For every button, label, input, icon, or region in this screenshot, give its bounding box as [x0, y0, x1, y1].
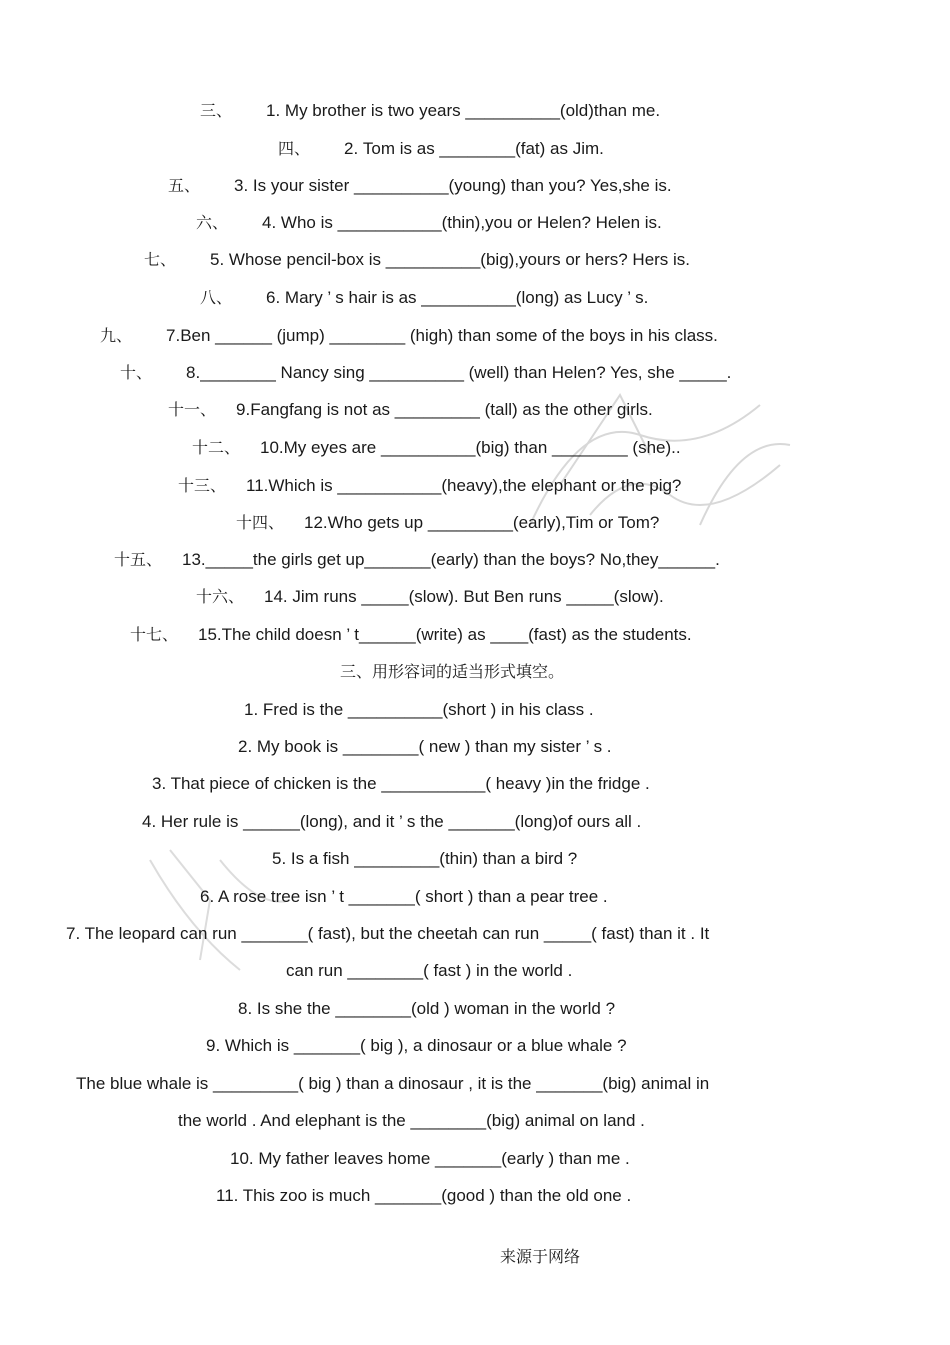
exercise-row: [168, 400, 653, 420]
row-text: 7.Ben ______ (jump) ________ (high) than some of the boys in his class.: [166, 326, 718, 345]
row-numeral: 十一、: [168, 400, 217, 419]
row-text: 3. Is your sister __________(young) than you? Yes,she is.: [234, 176, 672, 195]
exercise-row: [236, 513, 659, 533]
exercise-item: 7. The leopard can run _______( fast), but the cheetah can run _____( fast) than it . It: [66, 924, 710, 943]
row-text: 6. Mary ’ s hair is as __________(long) as Lucy ’ s.: [266, 288, 649, 307]
row-text: 14. Jim runs _____(slow). But Ben runs _____(slow).: [264, 587, 664, 606]
row-numeral: 五、: [168, 176, 201, 195]
exercise-item: 10. My father leaves home _______(early ) than me .: [230, 1149, 630, 1168]
exercise-row: [144, 250, 690, 270]
exercise-row: [114, 550, 720, 570]
row-numeral: 十四、: [236, 513, 285, 532]
exercise-item: 4. Her rule is ______(long), and it ’ s the _______(long)of ours all .: [142, 812, 642, 831]
row-numeral: 十七、: [130, 625, 179, 644]
row-text: 11.Which is ___________(heavy),the elephant or the pig?: [246, 476, 682, 495]
row-text: 13._____the girls get up_______(early) than the boys? No,they______.: [182, 550, 720, 569]
exercise-item: The blue whale is _________( big ) than a dinosaur , it is the _______(big) animal in: [76, 1074, 710, 1093]
row-numeral: 八、: [200, 288, 233, 307]
row-numeral: 七、: [144, 250, 177, 269]
row-text: 10.My eyes are __________(big) than ________ (she)..: [260, 438, 681, 457]
footer-source: 来源于网络: [500, 1247, 581, 1266]
exercise-item: 6. A rose tree isn ’ t _______( short ) than a pear tree .: [200, 887, 608, 906]
exercise-item: can run ________( fast ) in the world .: [286, 961, 573, 980]
row-numeral: 九、: [100, 326, 133, 345]
row-text: 8.________ Nancy sing __________ (well) than Helen? Yes, she _____.: [186, 363, 732, 382]
exercise-item: 1. Fred is the __________(short ) in his class .: [244, 700, 594, 719]
exercise-item: 2. My book is ________( new ) than my sister ’ s .: [238, 737, 612, 756]
exercise-row: [200, 101, 660, 121]
exercise-row: [200, 288, 648, 308]
exercise-item: 5. Is a fish _________(thin) than a bird ?: [272, 849, 578, 868]
row-numeral: 六、: [196, 213, 229, 232]
row-text: 4. Who is ___________(thin),you or Helen? Helen is.: [262, 213, 662, 232]
exercise-row: [130, 625, 692, 645]
exercise-item: 3. That piece of chicken is the ___________( heavy )in the fridge .: [152, 774, 650, 793]
exercise-item: 11. This zoo is much _______(good ) than the old one .: [216, 1186, 632, 1205]
row-numeral: 三、: [200, 101, 233, 120]
row-text: 9.Fangfang is not as _________ (tall) as the other girls.: [236, 400, 653, 419]
exercise-row: [100, 326, 718, 346]
exercise-row: [178, 476, 681, 496]
exercise-item: the world . And elephant is the ________(big) animal on land .: [178, 1111, 645, 1130]
row-numeral: 十三、: [178, 476, 227, 495]
row-text: 15.The child doesn ’ t______(write) as ____(fast) as the students.: [198, 625, 692, 644]
exercise-row: [120, 363, 731, 383]
row-numeral: 十二、: [192, 438, 241, 457]
exercise-row: [192, 438, 681, 458]
exercise-row: [196, 587, 664, 607]
exercise-item: 8. Is she the ________(old ) woman in the world ?: [238, 999, 616, 1018]
exercise-item: 9. Which is _______( big ), a dinosaur or a blue whale ?: [206, 1036, 627, 1055]
section-title: 三、用形容词的适当形式填空。: [340, 662, 565, 681]
exercise-row: [168, 176, 672, 196]
row-numeral: 十六、: [196, 587, 245, 606]
exercise-row: [196, 213, 662, 233]
row-text: 12.Who gets up _________(early),Tim or Tom?: [304, 513, 660, 532]
row-numeral: 十、: [120, 363, 153, 382]
row-numeral: 四、: [278, 139, 311, 158]
row-text: 5. Whose pencil-box is __________(big),yours or hers? Hers is.: [210, 250, 691, 269]
row-text: 1. My brother is two years __________(old)than me.: [266, 101, 661, 120]
exercise-row: [278, 139, 604, 159]
row-numeral: 十五、: [114, 550, 163, 569]
row-text: 2. Tom is as ________(fat) as Jim.: [344, 139, 604, 158]
